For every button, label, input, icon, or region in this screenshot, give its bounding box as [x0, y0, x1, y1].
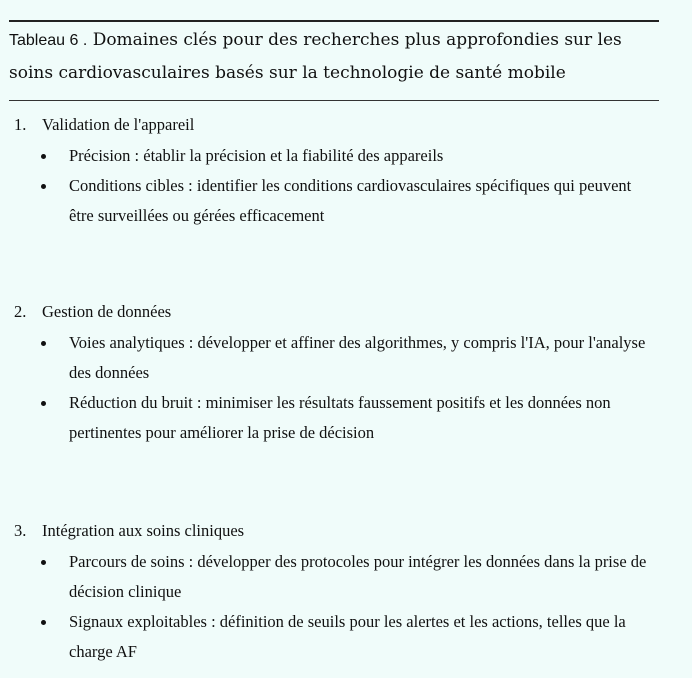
list-item — [14, 547, 649, 607]
bullet-icon — [41, 620, 46, 625]
list-item-text: Réduction du bruit : minimiser les résultats faussement positifs et les données non pertinentes pour améliorer la prise de décision — [69, 393, 611, 442]
bullet-icon — [41, 401, 46, 406]
bullet-list — [14, 141, 674, 231]
list-item — [14, 141, 649, 171]
list-item-text: Voies analytiques : développer et affiner des algorithmes, y compris l'IA, pour l'analyse des données — [69, 333, 646, 382]
table-top-rule — [9, 20, 659, 22]
section-title: Validation de l'appareil — [42, 115, 195, 134]
section-title: Gestion de données — [42, 302, 172, 321]
list-item-text: Parcours de soins : développer des protocoles pour intégrer les données dans la prise de décision clinique — [69, 552, 647, 601]
list-item — [14, 328, 649, 388]
bullet-list — [14, 328, 674, 448]
list-item — [14, 607, 649, 667]
list-item — [14, 171, 649, 231]
bullet-icon — [41, 560, 46, 565]
table-label: Tableau 6 . — [9, 32, 88, 49]
section-device-validation — [14, 113, 674, 231]
bullet-icon — [41, 154, 46, 159]
section-data-management — [14, 300, 674, 448]
section-heading — [14, 519, 674, 543]
list-item-text: Précision : établir la précision et la fiabilité des appareils — [69, 146, 444, 165]
table-caption — [9, 24, 659, 89]
bullet-list — [14, 547, 674, 667]
list-item — [14, 388, 649, 448]
bullet-icon — [41, 341, 46, 346]
section-number: 1. — [14, 115, 27, 134]
bullet-icon — [41, 184, 46, 189]
section-heading — [14, 113, 674, 137]
section-title: Intégration aux soins cliniques — [42, 521, 245, 540]
list-item-text: Conditions cibles : identifier les conditions cardiovasculaires spécifiques qui peuvent être surveillées ou gérées efficacement — [69, 176, 632, 225]
table-header-rule — [9, 100, 659, 101]
list-item-text: Signaux exploitables : définition de seuils pour les alertes et les actions, telles que la charge AF — [69, 612, 626, 661]
section-heading — [14, 300, 674, 324]
section-clinical-integration — [14, 519, 674, 667]
section-number: 2. — [14, 302, 27, 321]
table-title: Domaines clés pour des recherches plus approfondies sur les soins cardiovasculaires basés sur la technologie de santé mobile — [9, 30, 622, 83]
section-number: 3. — [14, 521, 27, 540]
